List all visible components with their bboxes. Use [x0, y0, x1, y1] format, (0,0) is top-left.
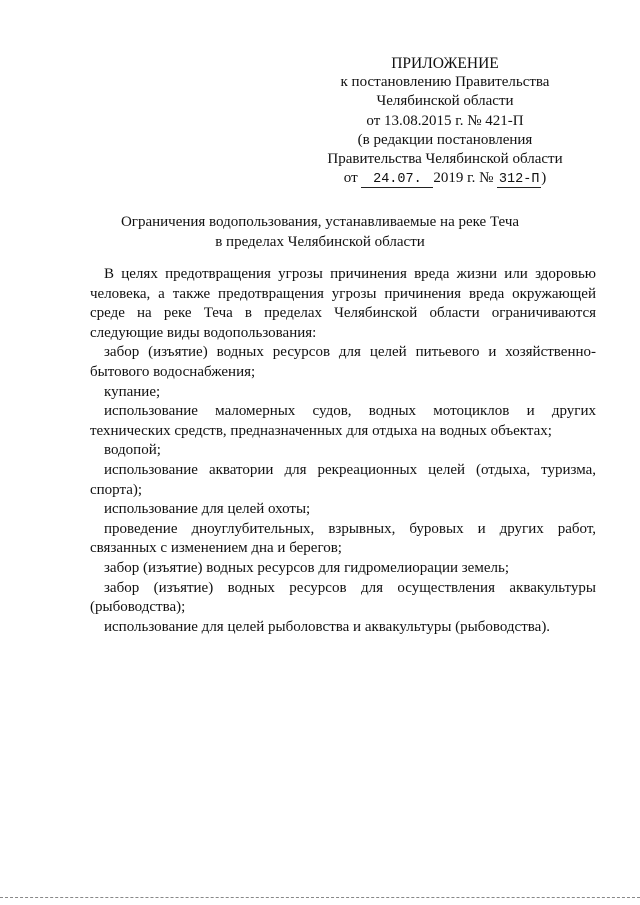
heading-line-2: в пределах Челябинской области: [215, 234, 425, 250]
list-item: забор (изъятие) водных ресурсов для гидромелиорации земель;: [104, 559, 509, 576]
close-paren: ): [541, 170, 547, 187]
document-heading: [80, 212, 560, 252]
from-prefix: от: [343, 170, 358, 187]
appendix-line-3: от 13.08.2015 г. № 421-П: [366, 112, 524, 129]
page-bottom-divider: [0, 897, 640, 898]
list-item: использование для целей рыболовства и аквакультуры (рыбоводства).: [104, 618, 551, 635]
paragraph-intro: В целях предотвращения угрозы причинения вреда жизни или здоровью человека, а также предотвращения угрозы причинения вреда окружающей среде на реке Теча в пределах Челябинской области ограничиваются следующие виды водопользования:: [90, 266, 596, 341]
list-item: купание;: [104, 383, 161, 400]
appendix-line-2: Челябинской области: [376, 93, 514, 110]
appendix-line-4: (в редакции постановления: [357, 131, 533, 148]
appendix-title: ПРИЛОЖЕНИЕ: [391, 55, 499, 72]
list-item: использование акватории для рекреационных целей (отдыха, туризма, спорта);: [90, 461, 596, 498]
appendix-line-1: к постановлению Правительства: [340, 74, 550, 91]
list-item: водопой;: [104, 442, 161, 459]
appendix-line-6: [300, 169, 590, 188]
list-item: использование для целей охоты;: [104, 501, 311, 518]
appendix-block: [300, 54, 590, 188]
filled-date: 24.07.: [361, 172, 433, 188]
list-item: использование маломерных судов, водных мотоциклов и других технических средств, предназначенных для отдыха на водных объектах;: [90, 403, 596, 439]
list-item: забор (изъятие) водных ресурсов для целей питьевого и хозяйственно-бытового водоснабжения;: [90, 344, 596, 380]
filled-number: 312-П: [498, 172, 540, 188]
list-item: забор (изъятие) водных ресурсов для осуществления аквакультуры (рыбоводства);: [90, 579, 596, 616]
list-item: проведение дноуглубительных, взрывных, буровых и других работ, связанных с изменением дна и берегов;: [90, 520, 596, 557]
year-part: 2019 г. №: [433, 170, 494, 187]
appendix-line-5: Правительства Челябинской области: [327, 151, 563, 168]
document-body: [90, 265, 596, 637]
heading-line-1: Ограничения водопользования, устанавливаемые на реке Теча: [120, 214, 520, 230]
